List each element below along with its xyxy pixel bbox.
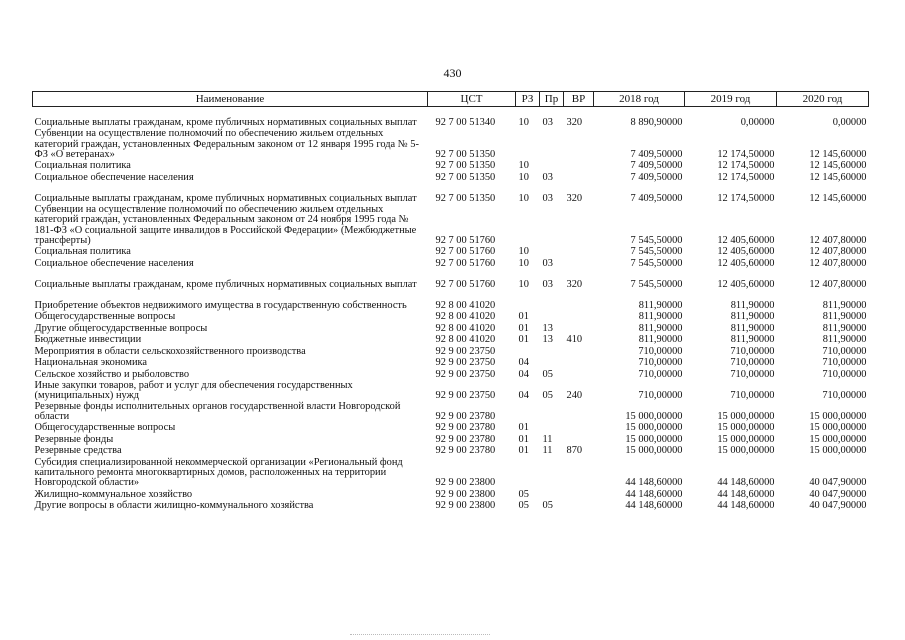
cell-rz: 10 [518, 278, 529, 290]
cell-2019: 12 405,60000 [717, 278, 775, 290]
table-row [33, 128, 869, 160]
cell-pr: 05 [542, 389, 553, 401]
cell-pr [540, 204, 564, 246]
cell-2020: 12 145,60000 [809, 148, 867, 160]
cell-cst: 92 9 00 23750 [435, 389, 496, 401]
cell-vr: 410 [566, 334, 583, 346]
cell-2018: 44 148,60000 [625, 488, 683, 500]
cell-2018: 15 000,00000 [625, 433, 683, 445]
cell-rz [516, 457, 540, 489]
cell-cst: 92 7 00 51760 [435, 278, 496, 290]
cell-name: Общегосударственные вопросы [34, 311, 176, 323]
cell-2019: 811,90000 [730, 311, 775, 323]
table-row [33, 290, 869, 311]
cell-rz [516, 128, 540, 160]
cell-pr: 03 [542, 257, 553, 269]
header-vr: ВР [564, 92, 594, 107]
cell-2020: 12 407,80000 [809, 234, 867, 246]
cell-name: Резервные фонды [34, 433, 114, 445]
cell-pr [540, 128, 564, 160]
cell-vr [564, 323, 594, 335]
cell-2018: 7 545,50000 [630, 234, 683, 246]
cell-cst: 92 9 00 23750 [435, 368, 496, 380]
cell-pr [540, 160, 564, 172]
cell-2019: 710,00000 [730, 357, 775, 369]
cell-2020: 12 407,80000 [809, 257, 867, 269]
cell-pr [540, 401, 564, 422]
cell-vr: 320 [566, 278, 583, 290]
cell-2020: 12 145,60000 [809, 192, 867, 204]
cell-2019: 15 000,00000 [717, 445, 775, 457]
cell-pr: 03 [542, 171, 553, 183]
cell-pr: 11 [542, 445, 553, 457]
cell-2019: 15 000,00000 [717, 410, 775, 422]
cell-2018: 15 000,00000 [625, 410, 683, 422]
cell-rz: 05 [518, 500, 529, 512]
cell-2018: 7 409,50000 [630, 148, 683, 160]
cell-2018: 7 545,50000 [630, 278, 683, 290]
cell-2018: 44 148,60000 [625, 477, 683, 489]
cell-name: Субвенции на осуществление полномочий по обеспечению жильем отдельных категорий граждан, установленных Федеральным законом от 12 января 1995 года № 5-ФЗ «О ветеранах» [34, 128, 419, 160]
cell-rz: 10 [518, 246, 529, 258]
table-row [33, 183, 869, 204]
table-row [33, 346, 869, 358]
cell-2019: 12 405,60000 [717, 246, 775, 258]
cell-name: Субсидия специализированной некоммерческой организации «Региональный фонд капитального ремонта многоквартирных домов, расположенных на территории Новгородской области» [34, 456, 403, 489]
table-body [33, 107, 869, 512]
cell-2018: 710,00000 [638, 389, 683, 401]
cell-name: Социальная политика [34, 160, 131, 172]
cell-vr [564, 311, 594, 323]
cell-2020: 710,00000 [822, 345, 867, 357]
cell-2019: 710,00000 [730, 345, 775, 357]
cell-vr: 240 [566, 389, 583, 401]
cell-2019: 811,90000 [730, 334, 775, 346]
header-2019: 2019 год [685, 92, 777, 107]
header-pr: Пр [540, 92, 564, 107]
header-rz: РЗ [516, 92, 540, 107]
cell-2019: 44 148,60000 [717, 477, 775, 489]
cell-name: Социальная политика [34, 246, 131, 258]
table-row [33, 172, 869, 184]
cell-2020: 710,00000 [822, 389, 867, 401]
cell-cst: 92 9 00 23750 [435, 357, 496, 369]
table-row [33, 434, 869, 446]
cell-2018: 8 890,90000 [630, 116, 683, 128]
cell-cst: 92 9 00 23750 [435, 345, 496, 357]
cell-rz: 01 [518, 334, 529, 346]
cell-name: Сельское хозяйство и рыболовство [34, 368, 190, 380]
cell-2018: 811,90000 [638, 322, 683, 334]
cell-cst: 92 8 00 41020 [435, 311, 496, 323]
cell-2019: 710,00000 [730, 389, 775, 401]
cell-2019: 15 000,00000 [717, 433, 775, 445]
cell-2019: 44 148,60000 [717, 500, 775, 512]
cell-rz: 04 [518, 357, 529, 369]
cell-2018: 811,90000 [638, 334, 683, 346]
cell-2019: 12 174,50000 [717, 160, 775, 172]
cell-2020: 811,90000 [822, 322, 867, 334]
cell-rz: 01 [518, 322, 529, 334]
cell-pr [540, 357, 564, 369]
cell-2020: 811,90000 [822, 311, 867, 323]
cell-2018: 7 545,50000 [630, 246, 683, 258]
cell-cst: 92 8 00 41020 [435, 334, 496, 346]
table-row [33, 160, 869, 172]
table-row [33, 107, 869, 129]
cell-2020: 710,00000 [822, 368, 867, 380]
cell-vr [564, 489, 594, 501]
table-row [33, 369, 869, 381]
cell-pr: 13 [542, 322, 553, 334]
cell-pr [540, 311, 564, 323]
cell-pr: 03 [542, 278, 553, 290]
cell-vr [564, 434, 594, 446]
cell-pr [540, 346, 564, 358]
cell-cst: 92 8 00 41020 [435, 322, 496, 334]
header-2020: 2020 год [777, 92, 869, 107]
cell-name: Национальная экономика [34, 357, 148, 369]
cell-cst: 92 7 00 51350 [435, 160, 496, 172]
cell-2018: 15 000,00000 [625, 422, 683, 434]
cell-cst: 92 9 00 23780 [435, 422, 496, 434]
footer-divider [350, 634, 490, 637]
cell-name: Общегосударственные вопросы [34, 422, 176, 434]
cell-2020: 15 000,00000 [809, 445, 867, 457]
cell-rz: 10 [518, 160, 529, 172]
cell-vr [564, 172, 594, 184]
table-row [33, 357, 869, 369]
cell-cst: 92 7 00 51760 [435, 234, 496, 246]
cell-pr [540, 290, 564, 311]
cell-rz [516, 290, 540, 311]
header-name: Наименование [33, 92, 428, 107]
cell-2018: 7 545,50000 [630, 257, 683, 269]
cell-2020: 811,90000 [822, 334, 867, 346]
cell-cst: 92 8 00 41020 [435, 299, 496, 311]
cell-2020: 12 145,60000 [809, 160, 867, 172]
cell-2020: 811,90000 [822, 299, 867, 311]
cell-2019: 12 174,50000 [717, 192, 775, 204]
table-row [33, 457, 869, 489]
cell-vr [564, 401, 594, 422]
cell-2019: 0,00000 [740, 116, 775, 128]
budget-table [32, 91, 869, 512]
cell-name: Другие общегосударственные вопросы [34, 322, 208, 334]
cell-name: Иные закупки товаров, работ и услуг для обеспечения государственных (муниципальных) нужд [34, 379, 353, 401]
cell-pr: 13 [542, 334, 553, 346]
cell-2018: 710,00000 [638, 368, 683, 380]
cell-vr [564, 258, 594, 270]
table-row [33, 311, 869, 323]
cell-cst: 92 7 00 51350 [435, 192, 496, 204]
cell-2019: 12 405,60000 [717, 257, 775, 269]
cell-2018: 710,00000 [638, 357, 683, 369]
cell-vr [564, 500, 594, 512]
cell-rz: 04 [518, 389, 529, 401]
cell-2018: 811,90000 [638, 299, 683, 311]
cell-vr [564, 290, 594, 311]
table-row [33, 380, 869, 401]
cell-name: Субвенции на осуществление полномочий по обеспечению жильем отдельных категорий граждан, установленных Федеральным законом от 24 ноября 1995 года № 181-ФЗ «О социальной защите инвалидов в Российской Федерации» (Межбюджетные трансферты) [34, 204, 417, 246]
table-row [33, 269, 869, 290]
cell-2020: 0,00000 [832, 116, 867, 128]
cell-cst: 92 9 00 23780 [435, 410, 496, 422]
cell-pr [540, 246, 564, 258]
cell-vr [564, 160, 594, 172]
cell-name: Социальное обеспечение населения [34, 257, 194, 269]
cell-cst: 92 9 00 23780 [435, 445, 496, 457]
cell-cst: 92 7 00 51350 [435, 171, 496, 183]
cell-vr [564, 369, 594, 381]
table-row [33, 489, 869, 501]
cell-2020: 12 407,80000 [809, 246, 867, 258]
cell-name: Резервные средства [34, 445, 122, 457]
table-row [33, 258, 869, 270]
cell-2018: 811,90000 [638, 311, 683, 323]
cell-vr: 320 [566, 116, 583, 128]
cell-vr [564, 457, 594, 489]
cell-name: Другие вопросы в области жилищно-коммунального хозяйства [34, 500, 314, 512]
cell-rz: 05 [518, 488, 529, 500]
cell-2018: 7 409,50000 [630, 192, 683, 204]
cell-rz: 10 [518, 116, 529, 128]
table-row [33, 204, 869, 246]
cell-vr [564, 422, 594, 434]
cell-name: Приобретение объектов недвижимого имущества в государственную собственность [34, 299, 407, 311]
cell-cst: 92 7 00 51760 [435, 257, 496, 269]
table-header-row [33, 92, 869, 107]
cell-rz: 01 [518, 311, 529, 323]
cell-vr [564, 346, 594, 358]
cell-pr [540, 489, 564, 501]
cell-rz: 01 [518, 433, 529, 445]
cell-2019: 15 000,00000 [717, 422, 775, 434]
header-2018: 2018 год [594, 92, 685, 107]
cell-2019: 811,90000 [730, 299, 775, 311]
cell-pr: 05 [542, 500, 553, 512]
cell-vr [564, 357, 594, 369]
cell-name: Резервные фонды исполнительных органов государственной власти Новгородской области [34, 400, 401, 422]
cell-rz: 01 [518, 445, 529, 457]
cell-2018: 15 000,00000 [625, 445, 683, 457]
cell-pr: 03 [542, 192, 553, 204]
cell-rz: 10 [518, 192, 529, 204]
cell-2018: 44 148,60000 [625, 500, 683, 512]
cell-vr: 870 [566, 445, 583, 457]
table-row [33, 401, 869, 422]
cell-rz: 10 [518, 257, 529, 269]
cell-rz: 10 [518, 171, 529, 183]
cell-name: Жилищно-коммунальное хозяйство [34, 488, 193, 500]
cell-2019: 12 174,50000 [717, 148, 775, 160]
page-number: 430 [443, 66, 462, 80]
cell-2020: 15 000,00000 [809, 422, 867, 434]
table-row [33, 246, 869, 258]
cell-name: Социальные выплаты гражданам, кроме публичных нормативных социальных выплат [34, 116, 417, 128]
cell-rz: 04 [518, 368, 529, 380]
table-row [33, 500, 869, 512]
cell-rz [516, 346, 540, 358]
cell-name: Социальное обеспечение населения [34, 171, 194, 183]
cell-pr: 05 [542, 368, 553, 380]
header-cst: ЦСТ [428, 92, 516, 107]
cell-2019: 12 405,60000 [717, 234, 775, 246]
cell-2018: 7 409,50000 [630, 160, 683, 172]
cell-2019: 44 148,60000 [717, 488, 775, 500]
cell-2018: 710,00000 [638, 345, 683, 357]
cell-cst: 92 9 00 23800 [435, 477, 496, 489]
cell-rz: 01 [518, 422, 529, 434]
cell-vr [564, 128, 594, 160]
table-row [33, 445, 869, 457]
table-row [33, 323, 869, 335]
cell-2020: 15 000,00000 [809, 433, 867, 445]
cell-2020: 40 047,90000 [809, 500, 867, 512]
cell-2018: 7 409,50000 [630, 171, 683, 183]
table-row [33, 334, 869, 346]
cell-2020: 40 047,90000 [809, 488, 867, 500]
cell-pr [540, 422, 564, 434]
cell-2019: 710,00000 [730, 368, 775, 380]
cell-2019: 12 174,50000 [717, 171, 775, 183]
cell-vr [564, 246, 594, 258]
cell-name: Социальные выплаты гражданам, кроме публичных нормативных социальных выплат [34, 278, 417, 290]
cell-name: Социальные выплаты гражданам, кроме публичных нормативных социальных выплат [34, 192, 417, 204]
cell-2020: 15 000,00000 [809, 410, 867, 422]
table-row [33, 422, 869, 434]
cell-2019: 811,90000 [730, 322, 775, 334]
cell-vr [564, 204, 594, 246]
cell-2020: 12 145,60000 [809, 171, 867, 183]
cell-name: Бюджетные инвестиции [34, 334, 142, 346]
cell-cst: 92 9 00 23800 [435, 488, 496, 500]
cell-pr: 11 [542, 433, 553, 445]
cell-pr: 03 [542, 116, 553, 128]
cell-cst: 92 7 00 51340 [435, 116, 496, 128]
cell-2020: 12 407,80000 [809, 278, 867, 290]
cell-2020: 40 047,90000 [809, 477, 867, 489]
cell-2020: 710,00000 [822, 357, 867, 369]
cell-pr [540, 457, 564, 489]
cell-rz [516, 204, 540, 246]
cell-cst: 92 7 00 51760 [435, 246, 496, 258]
cell-rz [516, 401, 540, 422]
cell-cst: 92 9 00 23780 [435, 433, 496, 445]
cell-cst: 92 7 00 51350 [435, 148, 496, 160]
cell-name: Мероприятия в области сельскохозяйственного производства [34, 345, 306, 357]
cell-vr: 320 [566, 192, 583, 204]
cell-cst: 92 9 00 23800 [435, 500, 496, 512]
